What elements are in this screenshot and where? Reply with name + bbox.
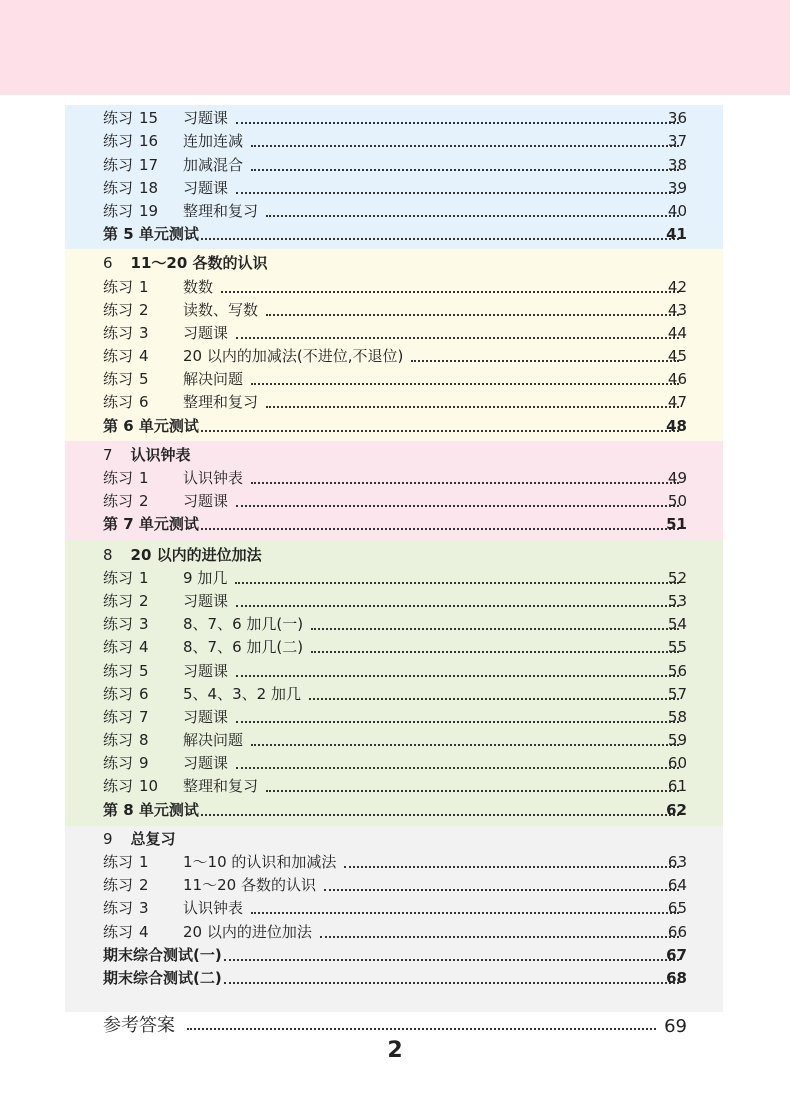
leader-dots: [187, 1028, 656, 1030]
entry-prefix: 练习: [103, 469, 134, 487]
entry-title: 习题课: [183, 178, 229, 197]
entry-number: 1: [139, 277, 149, 296]
toc-section: [65, 441, 723, 541]
toc-section: [65, 105, 723, 249]
entry-page: 45: [667, 347, 687, 366]
entry-title: 8、7、6 加几(一): [183, 615, 304, 634]
entry-page: 47: [667, 393, 687, 412]
toc-entry[interactable]: [103, 920, 723, 943]
toc-entry[interactable]: [103, 590, 723, 613]
toc-entry[interactable]: [103, 368, 723, 391]
entry-page: 65: [667, 899, 687, 918]
entry-prefix: 练习: [103, 754, 134, 773]
leader-dots: [251, 744, 679, 746]
entry-title: 习题课: [183, 109, 229, 128]
leader-dots: [251, 482, 679, 484]
leader-dots: [201, 814, 679, 816]
entry-label: [103, 752, 228, 775]
leader-dots: [266, 406, 679, 408]
unit-title: 20 以内的进位加法: [130, 545, 262, 564]
entry-label: [103, 660, 228, 683]
toc-entry[interactable]: [103, 345, 723, 368]
entry-number: 4: [139, 638, 149, 657]
entry-page: 57: [667, 684, 687, 703]
toc-entry[interactable]: [103, 729, 723, 752]
toc-section: [65, 249, 723, 441]
entry-prefix: 练习: [103, 615, 134, 634]
entry-page: 56: [667, 661, 687, 680]
entry-label: [103, 490, 228, 513]
leader-dots: [266, 215, 679, 217]
toc-section: [65, 540, 723, 825]
entry-prefix: 练习: [103, 178, 134, 197]
entry-title: 9 加几: [183, 568, 228, 587]
entry-number: 3: [139, 323, 149, 342]
entry-title: 1～10 的认识和加减法: [183, 853, 337, 871]
unit-test-entry[interactable]: [103, 223, 723, 246]
leader-dots: [201, 238, 679, 240]
entry-label: [103, 107, 228, 130]
leader-dots: [411, 360, 679, 362]
entry-page: 38: [667, 155, 687, 174]
unit-test-page: 48: [666, 416, 687, 435]
answers-page: 69: [664, 1016, 687, 1037]
entry-label: [103, 368, 243, 391]
toc-entry[interactable]: [103, 775, 723, 798]
unit-number: 7: [103, 445, 113, 464]
entry-number: 15: [139, 109, 159, 128]
final-test-entry[interactable]: [103, 944, 723, 967]
entry-number: 2: [139, 492, 149, 511]
leader-dots: [236, 605, 679, 607]
entry-number: 16: [139, 132, 159, 151]
entry-label: [103, 921, 312, 944]
entry-page: 39: [667, 178, 687, 197]
entry-page: 40: [667, 201, 687, 220]
final-test-page: 67: [666, 945, 687, 964]
entry-page: 66: [667, 922, 687, 941]
entry-title: 解决问题: [183, 731, 244, 750]
entry-title: 认识钟表: [183, 899, 244, 918]
toc-entry[interactable]: [103, 897, 723, 920]
entry-number: 9: [139, 754, 149, 773]
toc-entry[interactable]: [103, 659, 723, 682]
unit-title: 认识钟表: [130, 445, 191, 464]
unit-test-label: 第 6 单元测试: [103, 416, 199, 435]
entry-label: [103, 345, 403, 368]
unit-heading[interactable]: [103, 543, 723, 566]
entry-label: [103, 775, 258, 798]
leader-dots: [224, 982, 679, 984]
unit-number: 6: [103, 254, 113, 273]
final-test-label: 期末综合测试(二): [103, 968, 222, 987]
leader-dots: [221, 291, 679, 293]
entry-page: 59: [667, 731, 687, 750]
top-color-band: [0, 0, 790, 95]
leader-dots: [236, 192, 679, 194]
entry-prefix: 练习: [103, 109, 134, 128]
entry-prefix: 练习: [103, 201, 134, 220]
entry-title: 习题课: [183, 754, 229, 773]
toc-entry[interactable]: [103, 299, 723, 322]
unit-title: 总复习: [130, 829, 176, 848]
toc-entry[interactable]: [103, 200, 723, 223]
entry-prefix: 练习: [103, 568, 134, 587]
unit-test-label: 第 8 单元测试: [103, 800, 199, 819]
entry-label: [103, 391, 258, 414]
toc-entry[interactable]: [103, 874, 723, 897]
entry-number: 2: [139, 876, 149, 895]
answers-entry[interactable]: [103, 1011, 687, 1037]
entry-number: 2: [139, 591, 149, 610]
entry-label: [103, 276, 213, 299]
table-of-contents: [65, 105, 723, 1012]
entry-number: 1: [139, 469, 149, 487]
entry-page: 55: [667, 638, 687, 657]
entry-prefix: 练习: [103, 393, 134, 412]
entry-prefix: 练习: [103, 684, 134, 703]
entry-prefix: 练习: [103, 899, 134, 918]
leader-dots: [324, 889, 679, 891]
leader-dots: [236, 767, 679, 769]
entry-title: 连加连减: [183, 132, 244, 151]
entry-label: [103, 154, 243, 177]
unit-test-page: 41: [666, 225, 687, 244]
leader-dots: [236, 505, 679, 507]
unit-test-entry[interactable]: [103, 414, 723, 437]
entry-title: 习题课: [183, 707, 229, 726]
entry-page: 64: [667, 876, 687, 895]
entry-prefix: 练习: [103, 661, 134, 680]
unit-number: 8: [103, 545, 113, 564]
entry-number: 8: [139, 731, 149, 750]
final-test-label: 期末综合测试(一): [103, 945, 222, 964]
unit-test-label: 第 7 单元测试: [103, 515, 199, 534]
unit-test-page: 51: [666, 515, 687, 534]
entry-page: 60: [667, 754, 687, 773]
leader-dots: [236, 337, 679, 339]
entry-page: 50: [667, 492, 687, 511]
toc-entry[interactable]: [103, 322, 723, 345]
entry-prefix: 练习: [103, 155, 134, 174]
entry-prefix: 练习: [103, 638, 134, 657]
leader-dots: [320, 936, 679, 938]
entry-number: 4: [139, 922, 149, 941]
answers-label: 参考答案: [103, 1015, 175, 1036]
entry-number: 7: [139, 707, 149, 726]
entry-label: [103, 851, 336, 874]
entry-label: [103, 322, 228, 345]
entry-number: 5: [139, 370, 149, 389]
entry-page: 46: [667, 370, 687, 389]
entry-number: 3: [139, 615, 149, 634]
entry-label: [103, 613, 303, 636]
entry-title: 整理和复习: [183, 201, 259, 220]
entry-title: 习题课: [183, 492, 229, 511]
entry-prefix: 练习: [103, 731, 134, 750]
toc-entry[interactable]: [103, 752, 723, 775]
toc-entry[interactable]: [103, 683, 723, 706]
leader-dots: [251, 912, 679, 914]
entry-prefix: 练习: [103, 323, 134, 342]
entry-title: 认识钟表: [183, 469, 244, 487]
final-test-page: 68: [666, 968, 687, 987]
entry-number: 1: [139, 568, 149, 587]
toc-entry[interactable]: [103, 636, 723, 659]
entry-label: [103, 299, 258, 322]
unit-heading[interactable]: [103, 444, 723, 467]
entry-page: 43: [667, 300, 687, 319]
toc-entry[interactable]: [103, 391, 723, 414]
toc-entry[interactable]: [103, 467, 723, 490]
entry-label: [103, 729, 243, 752]
entry-label: [103, 467, 243, 490]
entry-title: 20 以内的加减法(不进位,不退位): [183, 347, 404, 366]
leader-dots: [266, 314, 679, 316]
entry-page: 49: [667, 469, 687, 487]
toc-entry[interactable]: [103, 567, 723, 590]
leader-dots: [311, 628, 679, 630]
toc-entry[interactable]: [103, 107, 723, 130]
entry-number: 10: [139, 777, 159, 796]
entry-prefix: 练习: [103, 300, 134, 319]
unit-number: 9: [103, 829, 113, 848]
entry-label: [103, 636, 303, 659]
entry-title: 加减混合: [183, 155, 244, 174]
entry-number: 18: [139, 178, 159, 197]
unit-title: 11～20 各数的认识: [130, 254, 268, 273]
leader-dots: [251, 145, 679, 147]
unit-heading[interactable]: [103, 828, 723, 851]
entry-prefix: 练习: [103, 876, 134, 895]
entry-page: 36: [667, 109, 687, 128]
entry-label: [103, 177, 228, 200]
entry-number: 5: [139, 661, 149, 680]
leader-dots: [236, 675, 679, 677]
entry-page: 58: [667, 707, 687, 726]
entry-title: 习题课: [183, 323, 229, 342]
leader-dots: [309, 698, 679, 700]
entry-number: 19: [139, 201, 159, 220]
entry-label: [103, 567, 227, 590]
unit-test-page: 62: [666, 800, 687, 819]
entry-title: 读数、写数: [183, 300, 259, 319]
entry-title: 8、7、6 加几(二): [183, 638, 304, 657]
entry-title: 5、4、3、2 加几: [183, 684, 301, 703]
page-number: 2: [387, 1038, 403, 1063]
leader-dots: [236, 721, 679, 723]
leader-dots: [311, 651, 679, 653]
leader-dots: [236, 122, 679, 124]
entry-number: 3: [139, 899, 149, 918]
leader-dots: [235, 582, 679, 584]
entry-title: 11～20 各数的认识: [183, 876, 316, 895]
entry-label: [103, 897, 243, 920]
entry-title: 20 以内的进位加法: [183, 922, 312, 941]
entry-number: 6: [139, 393, 149, 412]
entry-prefix: 练习: [103, 132, 134, 151]
entry-number: 4: [139, 347, 149, 366]
entry-prefix: 练习: [103, 853, 134, 871]
toc-entry[interactable]: [103, 613, 723, 636]
entry-number: 6: [139, 684, 149, 703]
toc-entry[interactable]: [103, 177, 723, 200]
entry-prefix: 练习: [103, 922, 134, 941]
leader-dots: [201, 528, 679, 530]
entry-title: 解决问题: [183, 370, 244, 389]
entry-label: [103, 130, 243, 153]
entry-label: [103, 200, 258, 223]
toc-entry[interactable]: [103, 153, 723, 176]
entry-prefix: 练习: [103, 492, 134, 511]
entry-title: 数数: [183, 277, 214, 296]
entry-prefix: 练习: [103, 347, 134, 366]
leader-dots: [224, 959, 679, 961]
entry-label: [103, 874, 316, 897]
entry-prefix: 练习: [103, 370, 134, 389]
toc-entry[interactable]: [103, 130, 723, 153]
unit-test-entry[interactable]: [103, 798, 723, 821]
entry-title: 习题课: [183, 661, 229, 680]
entry-page: 63: [667, 853, 687, 871]
entry-title: 整理和复习: [183, 777, 259, 796]
final-test-entry[interactable]: [103, 967, 723, 990]
entry-page: 52: [667, 568, 687, 587]
entry-label: [103, 590, 228, 613]
unit-test-entry[interactable]: [103, 513, 723, 536]
toc-entry[interactable]: [103, 275, 723, 298]
entry-number: 17: [139, 155, 159, 174]
unit-heading[interactable]: [103, 252, 723, 275]
leader-dots: [344, 866, 679, 868]
leader-dots: [251, 383, 679, 385]
entry-prefix: 练习: [103, 277, 134, 296]
entry-page: 53: [667, 591, 687, 610]
entry-number: 2: [139, 300, 149, 319]
leader-dots: [251, 169, 679, 171]
entry-title: 习题课: [183, 591, 229, 610]
entry-page: 44: [667, 323, 687, 342]
toc-entry[interactable]: [103, 706, 723, 729]
entry-title: 整理和复习: [183, 393, 259, 412]
entry-page: 42: [667, 277, 687, 296]
entry-label: [103, 683, 301, 706]
entry-page: 61: [667, 777, 687, 796]
toc-entry[interactable]: [103, 490, 723, 513]
leader-dots: [266, 790, 679, 792]
entry-number: 1: [139, 853, 149, 871]
entry-prefix: 练习: [103, 707, 134, 726]
toc-section: [65, 826, 723, 1012]
entry-page: 37: [667, 132, 687, 151]
toc-entry[interactable]: [103, 851, 723, 874]
leader-dots: [201, 430, 679, 432]
entry-page: 54: [667, 615, 687, 634]
entry-prefix: 练习: [103, 777, 134, 796]
unit-test-label: 第 5 单元测试: [103, 225, 199, 244]
entry-label: [103, 706, 228, 729]
entry-prefix: 练习: [103, 591, 134, 610]
